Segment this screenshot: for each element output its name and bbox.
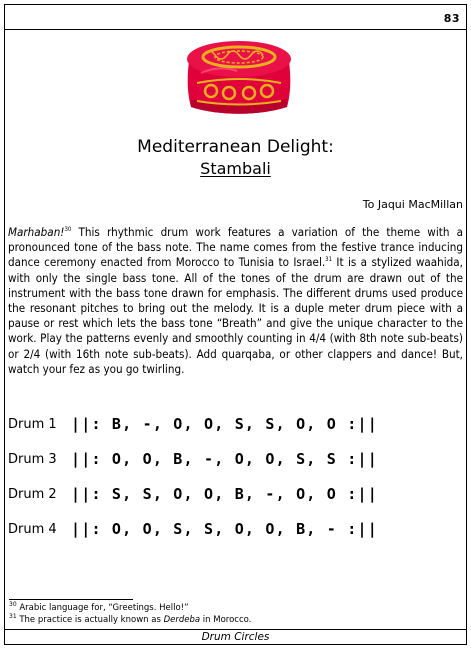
drum-label: Drum 3 [8,452,57,467]
page-number: 83 [443,12,460,25]
header-bar [5,5,466,30]
page-title: Mediterranean Delight: [137,137,334,157]
drum-pattern: ||: B, -, O, O, S, S, O, O :|| [71,415,378,433]
body-paragraph [8,225,463,377]
footnote-text: Arabic language for, “Greetings. Hello!” [16,603,189,613]
footnote-divider [9,599,133,600]
footnote-ref-31: 31 [325,256,333,264]
footnote-text: The practice is actually known as [16,615,164,625]
body-text-part1: This rhythmic drum work features a variation of the theme with a pronounced tone of the bass note. The name comes from the festive trance inducing dance ceremony enacted from Morocco to Tunisia to Israel. [8,225,463,270]
drum-pattern: ||: O, O, S, S, O, O, B, - :|| [71,520,378,538]
footer-title: Drum Circles [201,631,270,643]
footnote-ref-30: 30 [64,226,72,234]
drum-label: Drum 1 [8,417,57,432]
footnote-31 [9,614,459,626]
footnote-number: 30 [9,601,17,609]
footer-bar [5,629,466,644]
fez-illustration [179,37,299,117]
body-text-part2: It is a stylized waahida, with only the single bass tone. All of the tones of the drum are drawn out of the instrument with the bass tone drawn for emphasis. The different drums used produce the resonant pitches to bring out the melody. It is a duple meter drum piece with a pause or rest which lets the bass tone “Breath” and give the unique character to the work. Play the patterns evenly and smoothly counting in 4/4 (with 8th note sub-beats) or 2/4 (with 16th note sub-beats). Add quarqaba, or other clappers and dance! But, watch your fez as you go twirling. [8,255,463,376]
drum-row [8,520,428,555]
footnote-number: 31 [9,613,17,621]
drum-pattern: ||: S, S, O, O, B, -, O, O :|| [71,485,378,503]
drum-row [8,415,428,450]
page [4,4,467,645]
drum-row [8,450,428,485]
footnote-30 [9,602,459,614]
page-subtitle: Stambali [200,159,271,178]
greeting-word: Marhaban! [8,225,65,239]
dedication: To Jaqui MacMillan [362,198,463,211]
drum-pattern: ||: O, O, B, -, O, O, S, S :|| [71,450,378,468]
drum-label: Drum 4 [8,522,57,537]
drum-label: Drum 2 [8,487,57,502]
drum-row [8,485,428,520]
footnotes [9,599,459,626]
footnote-emphasis: Derdeba [163,615,201,625]
footnote-text-end: in Morocco. [200,615,252,625]
drum-patterns [8,415,428,555]
